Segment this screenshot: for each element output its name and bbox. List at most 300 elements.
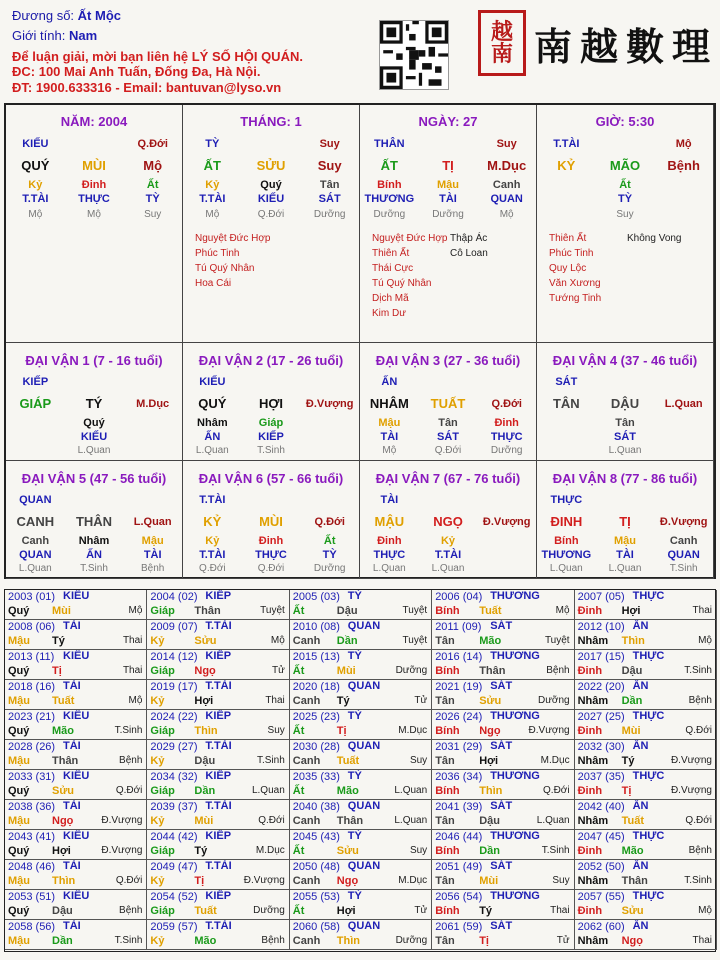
hidden-phase: Dưỡng	[432, 209, 464, 220]
dai-van-title: ĐẠI VẬN 3 (27 - 36 tuổi)	[375, 353, 521, 368]
pillar-title: NĂM: 2004	[60, 114, 128, 129]
year-phase: Q.Đới	[115, 785, 143, 796]
empty-slot	[654, 376, 713, 388]
auspicious-stars	[549, 231, 601, 306]
year-cell[interactable]	[575, 650, 717, 680]
year-stem: Nhâm	[577, 635, 609, 647]
year-branch: Sửu	[479, 695, 502, 707]
ten-god-spacer	[65, 138, 124, 150]
year-ten-god: SÁT	[490, 860, 513, 872]
year-cell[interactable]	[5, 860, 147, 890]
year-label: 2036 (34)	[435, 771, 483, 783]
hidden-god-row	[537, 193, 713, 205]
year-phase: Bệnh	[119, 905, 143, 916]
year-cell[interactable]	[575, 590, 717, 620]
address-line: ĐC: 100 Mai Anh Tuấn, Đống Đa, Hà Nội.	[12, 64, 261, 79]
year-cell[interactable]	[5, 620, 147, 650]
hidden-god-row	[183, 193, 359, 205]
year-ten-god: TỲ	[347, 890, 362, 902]
year-label: 2052 (50)	[577, 861, 625, 873]
year-label: 2058 (56)	[8, 921, 56, 933]
hidden-phase: L.Quan	[372, 563, 406, 574]
empty-slot	[123, 494, 182, 506]
hidden-stem: Canh	[492, 179, 521, 191]
heavenly-stem: GIÁP	[19, 396, 52, 411]
year-cell[interactable]	[290, 920, 432, 950]
year-cell[interactable]	[575, 860, 717, 890]
year-branch: Dậu	[52, 905, 73, 917]
year-ten-god: THỰC	[632, 710, 665, 722]
year-cell[interactable]	[5, 920, 147, 950]
year-stem: Canh	[292, 935, 321, 947]
year-branch: Tuất	[52, 695, 75, 707]
empty-slot	[6, 417, 65, 429]
year-cell[interactable]	[5, 740, 147, 770]
hidden-ten-god: T.TÀI	[434, 549, 462, 561]
year-phase: M.Dục	[398, 725, 428, 736]
year-phase: Bệnh	[688, 845, 712, 856]
year-ten-god: ẤN	[632, 860, 649, 872]
earthly-branch: MÙI	[259, 514, 283, 529]
year-cell[interactable]	[147, 680, 289, 710]
dai-van-title: ĐẠI VẬN 5 (47 - 56 tuổi)	[21, 471, 167, 486]
year-label: 2016 (14)	[435, 651, 483, 663]
hidden-stem: Mậu	[614, 535, 636, 547]
year-cell[interactable]	[5, 680, 147, 710]
year-ten-god: THỰC	[632, 830, 665, 842]
year-branch: Ngọ	[621, 935, 643, 947]
empty-slot	[654, 445, 713, 456]
year-label: 2007 (05)	[577, 591, 625, 603]
year-stem: Đinh	[577, 845, 603, 857]
year-cell[interactable]	[575, 710, 717, 740]
hidden-stem-row	[183, 417, 359, 429]
year-phase: Q.Đới	[115, 875, 143, 886]
hidden-ten-god: T.TÀI	[22, 193, 49, 205]
year-cell[interactable]	[147, 890, 289, 920]
year-branch: Tị	[621, 785, 632, 797]
year-stem: Nhâm	[577, 875, 609, 887]
year-ten-god: ẤN	[632, 800, 649, 812]
hidden-phase: Q.Đới	[257, 563, 285, 574]
stem-branch-row	[183, 158, 359, 173]
hidden-stem-row	[6, 417, 182, 429]
hidden-god-row	[6, 431, 182, 443]
year-stem: Kỷ	[150, 875, 165, 887]
star-item: Hoa Cái	[195, 278, 232, 289]
year-phase: Suy	[552, 875, 570, 886]
year-phase: T.Sinh	[684, 875, 712, 886]
year-ten-god: THƯƠNG	[490, 710, 540, 722]
hidden-stem: Tân	[319, 179, 340, 191]
year-branch: Dần	[336, 635, 358, 647]
year-cell[interactable]	[147, 740, 289, 770]
year-branch: Sửu	[52, 785, 75, 797]
hidden-stem: Tân	[615, 417, 635, 429]
hidden-phase: Q.Đới	[199, 563, 226, 574]
hidden-god-row	[183, 431, 359, 443]
year-phase: L.Quan	[394, 815, 428, 826]
year-cell[interactable]	[147, 770, 289, 800]
year-stem: Nhâm	[577, 815, 609, 827]
year-ten-god: TÀI	[63, 800, 81, 812]
year-cell[interactable]	[575, 830, 717, 860]
year-cell[interactable]	[290, 590, 432, 620]
empty-slot	[596, 494, 655, 506]
year-ten-god: QUAN	[347, 620, 381, 632]
earthly-branch: TỊ	[442, 158, 454, 173]
year-phase: T.Sinh	[256, 755, 285, 766]
dai-van-box	[6, 461, 183, 579]
year-cell[interactable]	[575, 770, 717, 800]
year-stem: Canh	[292, 875, 321, 887]
heavenly-stem: ĐINH	[550, 514, 583, 529]
heavenly-stem: NHÂM	[369, 396, 409, 411]
year-ten-god: KIẾP	[205, 650, 232, 662]
year-ten-god: TỲ	[347, 590, 362, 602]
year-stem: Mậu	[8, 755, 30, 767]
year-cell[interactable]	[290, 890, 432, 920]
year-label: 2025 (23)	[292, 711, 340, 723]
year-phase: Tử	[414, 905, 428, 916]
heavenly-stem: KỶ	[557, 158, 576, 173]
year-cell[interactable]	[432, 680, 574, 710]
year-branch: Tý	[52, 635, 65, 647]
year-cell[interactable]	[432, 860, 574, 890]
year-ten-god: KIẾP	[205, 770, 232, 782]
hidden-phase-row	[6, 445, 182, 456]
year-cell[interactable]	[432, 830, 574, 860]
stem-ten-god: KIẾU	[199, 376, 226, 388]
hidden-god-row	[6, 193, 182, 205]
hidden-phase: L.Quan	[77, 445, 111, 456]
year-cell[interactable]	[575, 920, 717, 950]
year-cell[interactable]	[290, 740, 432, 770]
pillar-title: THÁNG: 1	[240, 114, 302, 129]
year-stem: Tân	[435, 935, 455, 947]
hidden-ten-god: THỰC	[490, 431, 523, 443]
star-item: Nguyệt Đức Hợp	[372, 233, 448, 244]
year-stem: Mậu	[8, 815, 30, 827]
year-cell[interactable]	[290, 770, 432, 800]
year-cell[interactable]	[5, 590, 147, 620]
year-label: 2059 (57)	[150, 921, 198, 933]
year-cell[interactable]	[575, 680, 717, 710]
year-cell[interactable]	[290, 620, 432, 650]
year-ten-god: THỰC	[632, 770, 665, 782]
year-ten-god: KIẾP	[205, 710, 232, 722]
heavenly-stem: ẤT	[380, 158, 398, 173]
hidden-stem: Ất	[323, 535, 336, 547]
year-cell[interactable]	[290, 710, 432, 740]
year-cell[interactable]	[147, 710, 289, 740]
year-stem: Đinh	[577, 725, 603, 737]
dai-van-box	[360, 343, 537, 461]
hidden-stem: Đinh	[377, 535, 402, 547]
year-branch: Dậu	[336, 605, 358, 617]
year-cell[interactable]	[432, 620, 574, 650]
year-phase: Q.Đới	[685, 725, 712, 736]
empty-slot	[419, 494, 478, 506]
hidden-phase-row	[360, 209, 536, 220]
year-ten-god: TÀI	[63, 920, 81, 932]
ten-god-spacer	[419, 138, 478, 150]
year-cell[interactable]	[290, 800, 432, 830]
year-cell[interactable]	[5, 650, 147, 680]
stem-ten-god: T.TÀI	[199, 494, 226, 506]
year-ten-god: TỲ	[347, 770, 362, 782]
ten-god-row	[183, 376, 359, 388]
year-branch: Hợi	[479, 755, 499, 767]
heavenly-stem: KỶ	[203, 514, 222, 529]
year-label: 2057 (55)	[577, 891, 625, 903]
year-phase: Bệnh	[119, 755, 143, 766]
empty-slot	[477, 549, 536, 561]
hidden-stem-row	[6, 179, 182, 191]
year-label: 2021 (19)	[435, 681, 483, 693]
hidden-ten-god: TÀI	[616, 549, 634, 561]
hidden-stem-row	[183, 535, 359, 547]
year-cell[interactable]	[432, 770, 574, 800]
empty-slot	[65, 494, 124, 506]
year-cell[interactable]	[147, 650, 289, 680]
year-cell[interactable]	[575, 800, 717, 830]
year-label: 2027 (25)	[577, 711, 625, 723]
heavenly-stem: TÂN	[552, 396, 580, 411]
year-label: 2019 (17)	[150, 681, 198, 693]
stem-branch-row	[183, 396, 359, 411]
year-cell[interactable]	[147, 920, 289, 950]
stem-ten-god: THÂN	[374, 138, 405, 150]
ten-god-row	[6, 138, 182, 150]
year-ten-god: THƯƠNG	[490, 830, 540, 842]
year-stem: Bính	[435, 905, 460, 917]
hidden-stem: Mậu	[378, 417, 401, 429]
empty-slot	[477, 535, 536, 547]
hidden-phase-row	[6, 563, 182, 574]
year-phase: Q.Đới	[685, 815, 712, 826]
stem-phase: Suy	[319, 138, 340, 150]
star-item: Thiên Ất	[549, 233, 587, 244]
year-branch: Ngọ	[479, 725, 501, 737]
hidden-stem: Kỷ	[440, 535, 456, 547]
year-ten-god: T.TÀI	[205, 860, 232, 872]
hidden-stem-row	[537, 417, 713, 429]
hidden-stem: Kỷ	[205, 179, 220, 191]
hidden-stem: Bính	[377, 179, 402, 191]
branch-phase: M.Dục	[487, 158, 527, 173]
dai-van-box	[6, 343, 183, 461]
hidden-ten-god: ẤN	[204, 431, 221, 443]
year-ten-god: QUAN	[347, 860, 381, 872]
year-label: 2023 (21)	[8, 711, 56, 723]
earthly-branch: SỬU	[256, 158, 286, 173]
year-cell[interactable]	[5, 770, 147, 800]
qr-code-icon[interactable]	[379, 20, 449, 90]
year-cell[interactable]	[147, 830, 289, 860]
hidden-phase-row	[360, 563, 536, 574]
year-stem: Đinh	[577, 905, 603, 917]
year-cell[interactable]	[432, 800, 574, 830]
year-branch: Ngọ	[336, 875, 359, 887]
year-branch: Hợi	[194, 695, 214, 707]
stem-phase: Q.Đới	[137, 138, 168, 150]
year-ten-god: KIÊU	[63, 710, 90, 722]
empty-slot	[123, 445, 182, 456]
year-branch: Tý	[621, 755, 635, 767]
empty-slot	[654, 193, 713, 205]
year-label: 2047 (45)	[577, 831, 625, 843]
year-phase: Đ.Vượng	[670, 755, 712, 766]
pillar-box	[360, 105, 537, 343]
year-ten-god: ẤN	[632, 920, 649, 932]
gender-line: Giới tính: Nam	[12, 28, 98, 43]
year-branch: Tị	[194, 875, 205, 887]
year-cell[interactable]	[290, 680, 432, 710]
year-cell[interactable]	[575, 890, 717, 920]
branch-phase: Đ.Vượng	[482, 516, 531, 528]
year-branch: Sửu	[194, 635, 217, 647]
year-label: 2060 (58)	[292, 921, 340, 933]
hidden-ten-god: KIẾU	[257, 193, 285, 205]
year-cell[interactable]	[290, 830, 432, 860]
year-branch: Thân	[336, 815, 364, 827]
year-label: 2038 (36)	[8, 801, 56, 813]
year-cell[interactable]	[147, 590, 289, 620]
hidden-ten-god: THƯƠNG	[364, 193, 415, 205]
hidden-stem-row	[360, 417, 536, 429]
earthly-branch: HỢI	[258, 396, 284, 411]
year-cell[interactable]	[147, 860, 289, 890]
year-label: 2055 (53)	[292, 891, 340, 903]
empty-slot	[242, 376, 301, 388]
year-cell[interactable]	[5, 890, 147, 920]
year-ten-god: QUAN	[347, 920, 381, 932]
year-label: 2045 (43)	[292, 831, 340, 843]
year-ten-god: QUAN	[347, 800, 381, 812]
hidden-phase: Suy	[616, 209, 634, 220]
year-label: 2028 (26)	[8, 741, 56, 753]
year-stem: Tân	[435, 695, 455, 707]
auspicious-stars	[372, 231, 448, 321]
year-stem: Ất	[292, 665, 305, 677]
year-cell[interactable]	[575, 740, 717, 770]
year-label: 2040 (38)	[292, 801, 340, 813]
year-cell[interactable]	[147, 620, 289, 650]
year-ten-god: KIÊU	[63, 590, 90, 602]
empty-slot	[537, 445, 596, 456]
year-cell[interactable]	[432, 890, 574, 920]
year-stem: Tân	[435, 875, 455, 887]
heavenly-stem: QUÝ	[198, 396, 227, 411]
stem-ten-god: SÁT	[555, 376, 578, 388]
year-cell[interactable]	[5, 710, 147, 740]
empty-slot	[123, 417, 182, 429]
ten-god-spacer	[242, 138, 301, 150]
year-label: 2011 (09)	[435, 621, 482, 633]
dai-van-box	[537, 461, 714, 579]
year-cell[interactable]	[290, 860, 432, 890]
stem-phase: Mộ	[675, 138, 692, 150]
year-label: 2039 (37)	[150, 801, 198, 813]
year-cell[interactable]	[432, 590, 574, 620]
ten-god-row	[6, 376, 182, 388]
year-ten-god: THƯƠNG	[490, 650, 540, 662]
year-label: 2006 (04)	[435, 591, 483, 603]
pillar-box	[183, 105, 360, 343]
year-phase: Đ.Vượng	[528, 725, 570, 736]
year-ten-god: KIÊU	[63, 650, 90, 662]
hidden-phase-row	[360, 445, 536, 456]
hidden-phase: L.Quan	[18, 563, 52, 574]
year-stem: Bính	[435, 725, 460, 737]
year-cell[interactable]	[432, 920, 574, 950]
hidden-phase: L.Quan	[549, 563, 583, 574]
hidden-stem: Nhâm	[197, 417, 228, 429]
ten-god-row	[360, 376, 536, 388]
year-cell[interactable]	[432, 710, 574, 740]
year-stem: Bính	[435, 845, 460, 857]
ten-god-row	[360, 138, 536, 150]
star-item: Tú Quý Nhân	[195, 263, 255, 274]
year-label: 2046 (44)	[435, 831, 483, 843]
year-cell[interactable]	[432, 650, 574, 680]
year-label: 2003 (01)	[8, 591, 56, 603]
hidden-phase-row	[537, 209, 713, 220]
year-label: 2043 (41)	[8, 831, 56, 843]
year-label: 2034 (32)	[150, 771, 198, 783]
empty-slot	[537, 209, 596, 220]
star-item: Kim Dư	[372, 308, 406, 319]
auspicious-stars	[195, 231, 271, 291]
heavenly-stem: CANH	[16, 514, 55, 529]
hidden-ten-god: TỲ	[145, 193, 160, 205]
year-label: 2004 (02)	[150, 591, 198, 603]
empty-slot	[654, 209, 713, 220]
year-branch: Tuất	[336, 755, 360, 767]
year-phase: Tuyệt	[402, 635, 428, 646]
stem-ten-god: KIẾU	[22, 138, 49, 150]
empty-slot	[477, 563, 536, 574]
year-phase: Bệnh	[261, 935, 285, 946]
ten-god-row	[183, 494, 359, 506]
ten-god-row	[537, 376, 713, 388]
hidden-ten-god: TÀI	[439, 193, 457, 205]
hidden-ten-god: TỲ	[617, 193, 633, 205]
empty-slot	[300, 376, 359, 388]
branch-phase: L.Quan	[133, 516, 172, 528]
year-stem: Giáp	[150, 725, 175, 737]
year-stem: Quý	[8, 785, 30, 797]
year-stem: Mậu	[8, 935, 30, 947]
year-cell[interactable]	[147, 800, 289, 830]
year-ten-god: TỲ	[347, 650, 362, 662]
year-cell[interactable]	[5, 800, 147, 830]
year-phase: T.Sinh	[541, 845, 570, 856]
year-cell[interactable]	[575, 620, 717, 650]
hidden-stem: Đinh	[81, 179, 107, 191]
stem-ten-god: T.TÀI	[553, 138, 580, 150]
year-cell[interactable]	[432, 740, 574, 770]
year-branch: Tý	[336, 695, 350, 707]
heavenly-stem: QUÝ	[21, 158, 50, 173]
hidden-phase: T.Sinh	[669, 563, 698, 574]
year-label: 2012 (10)	[577, 621, 625, 633]
year-cell[interactable]	[5, 830, 147, 860]
year-stem: Canh	[292, 695, 321, 707]
hidden-ten-god: SÁT	[614, 431, 636, 443]
year-cell[interactable]	[290, 650, 432, 680]
